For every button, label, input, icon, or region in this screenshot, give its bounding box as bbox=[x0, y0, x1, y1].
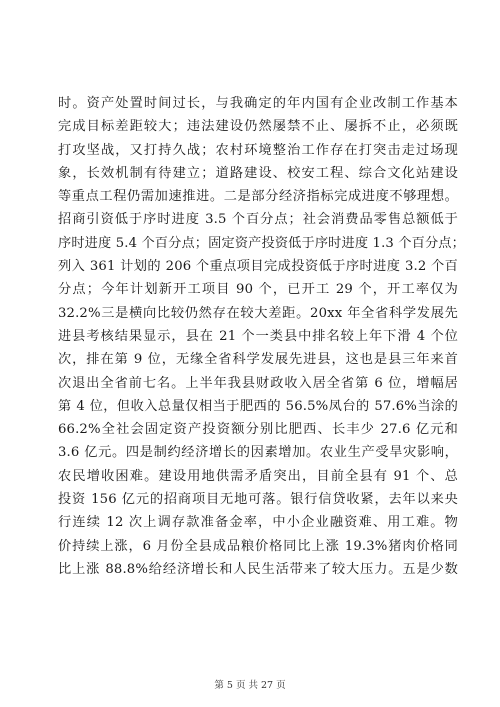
text-line: 进县考核结果显示，县在 21 个一类县中排名较上年下滑 4 个位 bbox=[58, 328, 458, 344]
text-line: 农民增收困难。建设用地供需矛盾突出，目前全县有 91 个、总 bbox=[58, 468, 458, 484]
text-line: 66.2%全社会固定资产投资额分别比肥西、长丰少 27.6 亿元和 bbox=[58, 422, 458, 438]
text-line: 完成目标差距较大；违法建设仍然屡禁不止、屡拆不止，必须既 bbox=[58, 119, 458, 135]
text-line: 分点；今年计划新开工项目 90 个，已开工 29 个，开工率仅为 bbox=[58, 282, 458, 298]
text-line: 3.6 亿元。四是制约经济增长的因素增加。农业生产受旱灾影响， bbox=[58, 445, 458, 461]
page-number-footer: 第 5 页 共 27 页 bbox=[214, 680, 286, 691]
text-line: 第 4 位，但收入总量仅相当于肥西的 56.5%凤台的 57.6%当涂的 bbox=[58, 398, 458, 414]
text-line: 序时进度 5.4 个百分点；固定资产投资低于序时进度 1.3 个百分点； bbox=[58, 235, 465, 251]
text-line: 比上涨 88.8%给经济增长和人民生活带来了较大压力。五是少数 bbox=[58, 561, 458, 577]
text-line: 次退出全省前七名。上半年我县财政收入居全省第 6 位，增幅居 bbox=[58, 375, 458, 391]
text-line: 等重点工程仍需加速推进。二是部分经济指标完成进度不够理想。 bbox=[58, 189, 458, 205]
text-line: 打攻坚战，又打持久战；农村环境整治工作存在打突击走过场现 bbox=[58, 142, 458, 158]
text-line: 列入 361 计划的 206 个重点项目完成投资低于序时进度 3.2 个百 bbox=[58, 259, 458, 275]
text-line: 招商引资低于序时进度 3.5 个百分点；社会消费品零售总额低于 bbox=[58, 212, 458, 228]
text-line: 行连续 12 次上调存款准备金率，中小企业融资难、用工难。物 bbox=[58, 515, 458, 531]
text-line: 价持续上涨，6 月份全县成品粮价格同比上涨 19.3%猪肉价格同 bbox=[58, 538, 458, 554]
text-line: 32.2%三是横向比较仍然存在较大差距。20xx 年全省科学发展先 bbox=[58, 305, 458, 321]
document-body bbox=[58, 92, 465, 581]
text-line: 次，排在第 9 位，无缘全省科学发展先进县，这也是县三年来首 bbox=[58, 352, 458, 368]
text-line: 投资 156 亿元的招商项目无地可落。银行信贷收紧，去年以来央 bbox=[58, 492, 458, 508]
text-line: 象，长效机制有待建立；道路建设、校安工程、综合文化站建设 bbox=[58, 165, 458, 181]
text-line: 时。资产处置时间过长，与我确定的年内国有企业改制工作基本 bbox=[58, 96, 458, 111]
